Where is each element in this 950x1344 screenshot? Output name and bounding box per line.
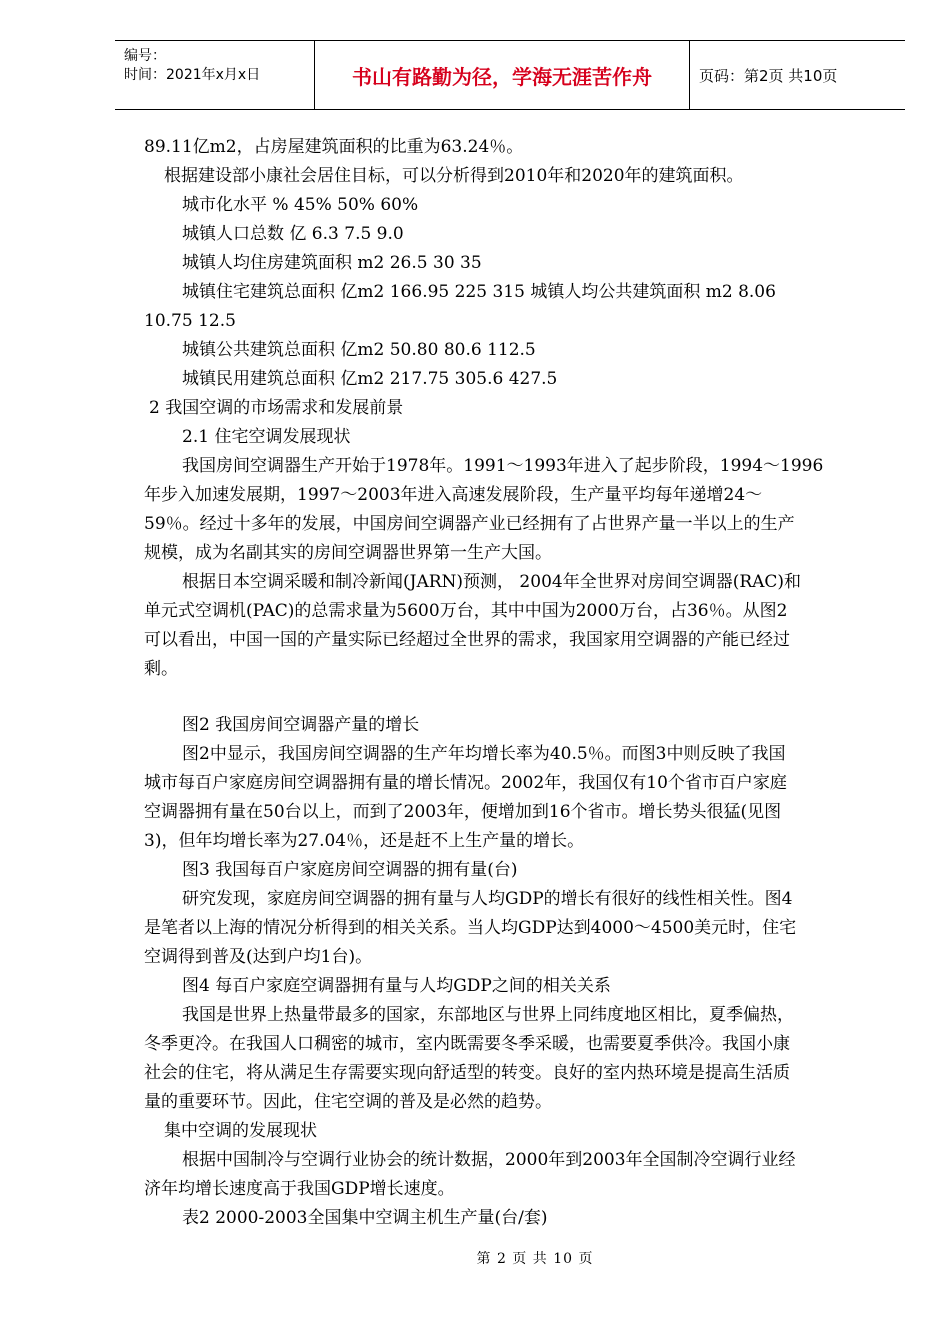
figure-caption: 图3 我国每百户家庭房间空调器的拥有量(台) bbox=[182, 860, 518, 880]
body-line: 我国是世界上热量带最多的国家，东部地区与世界上同纬度地区相比，夏季偏热， bbox=[182, 1005, 794, 1025]
body-line: 图2中显示，我国房间空调器的生产年均增长率为40.5％。而图3中则反映了我国 bbox=[182, 744, 786, 764]
body-line: 研究发现，家庭房间空调器的拥有量与人均GDP的增长有很好的线性相关性。图4 bbox=[182, 889, 793, 909]
body-line: 空调得到普及(达到户均1台)。 bbox=[144, 947, 373, 967]
body-line: 空调器拥有量在50台以上，而到了2003年，便增加到16个省市。增长势头很猛(见图 bbox=[144, 802, 782, 822]
subsection-heading: 集中空调的发展现状 bbox=[164, 1121, 317, 1141]
page-header bbox=[115, 40, 905, 110]
body-line: 城镇公共建筑总面积 亿m2 50.80 80.6 112.5 bbox=[182, 340, 536, 360]
body-line: 年步入加速发展期，1997～2003年进入高速发展阶段，生产量平均每年递增24～ bbox=[144, 485, 763, 505]
body-line: 是笔者以上海的情况分析得到的相关关系。当人均GDP达到4000～4500美元时，住宅 bbox=[144, 918, 797, 938]
body-line: 城镇民用建筑总面积 亿m2 217.75 305.6 427.5 bbox=[182, 369, 558, 389]
body-line: 量的重要环节。因此，住宅空调的普及是必然的趋势。 bbox=[144, 1092, 552, 1112]
body-line: 冬季更冷。在我国人口稠密的城市，室内既需要冬季采暖，也需要夏季供冷。我国小康 bbox=[144, 1034, 790, 1054]
body-line: 城市每百户家庭房间空调器拥有量的增长情况。2002年，我国仅有10个省市百户家庭 bbox=[144, 773, 787, 793]
body-line: 剩。 bbox=[144, 659, 178, 679]
section-heading: 2 我国空调的市场需求和发展前景 bbox=[149, 398, 404, 418]
header-meta bbox=[115, 41, 315, 109]
body-line: 单元式空调机(PAC)的总需求量为5600万台，其中中国为2000万台，占36％。从图2 bbox=[144, 601, 788, 621]
page-footer bbox=[0, 1248, 950, 1268]
body-line: 3)，但年均增长率为27.04％，还是赶不上生产量的增长。 bbox=[144, 831, 585, 851]
body-line: 根据建设部小康社会居住目标，可以分析得到2010年和2020年的建筑面积。 bbox=[164, 166, 744, 186]
body-line: 89.11亿m2，占房屋建筑面积的比重为63.24％。 bbox=[144, 137, 524, 157]
figure-caption: 图2 我国房间空调器产量的增长 bbox=[182, 715, 420, 735]
subsection-heading: 2.1 住宅空调发展现状 bbox=[182, 427, 351, 447]
document-time-label: 时间：2021年x月x日 bbox=[124, 67, 261, 83]
body-line: 10.75 12.5 bbox=[144, 311, 236, 331]
table-caption: 表2 2000-2003全国集中空调主机生产量(台/套) bbox=[182, 1208, 548, 1228]
body-line: 社会的住宅，将从满足生存需要实现向舒适型的转变。良好的室内热环境是提高生活质 bbox=[144, 1063, 790, 1083]
body-line: 城镇住宅建筑总面积 亿m2 166.95 225 315 城镇人均公共建筑面积 m2 8.06 bbox=[182, 282, 776, 302]
body-line: 我国房间空调器生产开始于1978年。1991～1993年进入了起步阶段，1994～1996 bbox=[182, 456, 824, 476]
body-line: 可以看出，中国一国的产量实际已经超过全世界的需求，我国家用空调器的产能已经过 bbox=[144, 630, 790, 650]
header-motto: 书山有路勤为径，学海无涯苦作舟 bbox=[315, 41, 690, 109]
body-line: 城镇人口总数 亿 6.3 7.5 9.0 bbox=[182, 224, 404, 244]
body-line: 城市化水平 % 45% 50% 60% bbox=[182, 195, 419, 215]
document-number-label: 编号： bbox=[124, 48, 166, 64]
footer-page-number: 第 2 页 共 10 页 bbox=[476, 1251, 594, 1267]
body-line: 59％。经过十多年的发展，中国房间空调器产业已经拥有了占世界产量一半以上的生产 bbox=[144, 514, 795, 534]
body-line: 济年均增长速度高于我国GDP增长速度。 bbox=[144, 1179, 455, 1199]
body-line: 根据中国制冷与空调行业协会的统计数据，2000年到2003年全国制冷空调行业经 bbox=[182, 1150, 796, 1170]
body-line: 根据日本空调采暖和制冷新闻(JARN)预测， 2004年全世界对房间空调器(RAC)和 bbox=[182, 572, 802, 592]
header-page-label: 页码：第2页 共10页 bbox=[699, 66, 838, 85]
body-line: 城镇人均住房建筑面积 m2 26.5 30 35 bbox=[182, 253, 482, 273]
body-line: 规模，成为名副其实的房间空调器世界第一生产大国。 bbox=[144, 543, 552, 563]
figure-caption: 图4 每百户家庭空调器拥有量与人均GDP之间的相关关系 bbox=[182, 976, 611, 996]
